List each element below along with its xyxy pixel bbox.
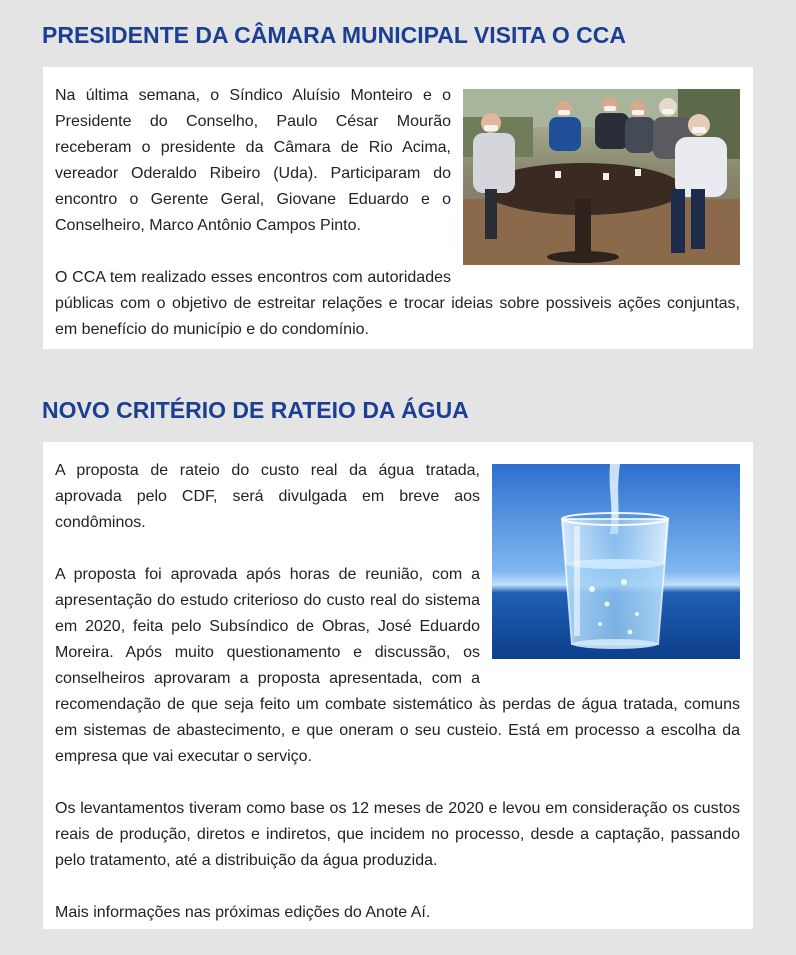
article-card-camara-visit	[43, 67, 753, 349]
article1-paragraph-2: O CCA tem realizado esses encontros com autoridades públicas com o objetivo de estreitar relações e trocar ideias sobre possiveis ações conjuntas, em benefício do município e do condomínio.	[55, 269, 740, 338]
article1-paragraph-1: Na última semana, o Síndico Aluísio Monteiro e o Presidente do Conselho, Paulo César Mourão receberam o presidente da Câmara de Rio Acima, vereador Oderaldo Ribeiro (Uda). Participaram do encontro o Gerente Geral, Giovane Eduardo e o Conselheiro, Marco Antônio Campos Pinto.	[55, 87, 451, 234]
article2-paragraph-3: Os levantamentos tiveram como base os 12 meses de 2020 e levou em consideração os custos reais de produção, diretos e indiretos, que incidem no processo, desde a captação, passando pelo tratamento, até a distribuição da água produzida.	[55, 800, 740, 869]
article-title-water-rateio: NOVO CRITÉRIO DE RATEIO DA ÁGUA	[42, 397, 469, 423]
water-glass-illustration	[492, 464, 740, 659]
article2-paragraph-2: A proposta foi aprovada após horas de reunião, com a apresentação do estudo criterioso do custo real do sistema em 2020, feita pelo Subsíndico de Obras, José Eduardo Moreira. Após muito questionamento e discussão, os conselheiros aprovaram a proposta apresentada, com a recomendação de que seja feito um combate sistemático às perdas de água tratada, comuns em sistemas de abastecimento, e que oneram o seu custeio. Está em processo a escolha da empresa que vai executar o serviço.	[55, 566, 740, 765]
water-glass-photo	[492, 464, 740, 659]
article2-paragraph-1: A proposta de rateio do custo real da água tratada, aprovada pelo CDF, será divulgada em breve aos condôminos.	[55, 462, 480, 531]
article-card-water-rateio	[43, 442, 753, 929]
meeting-photo	[463, 89, 740, 265]
article2-paragraph-4: Mais informações nas próximas edições do Anote Aí.	[55, 904, 431, 921]
article-title-camara-visit: PRESIDENTE DA CÂMARA MUNICIPAL VISITA O CCA	[42, 22, 626, 48]
meeting-photo-illustration	[463, 89, 740, 265]
